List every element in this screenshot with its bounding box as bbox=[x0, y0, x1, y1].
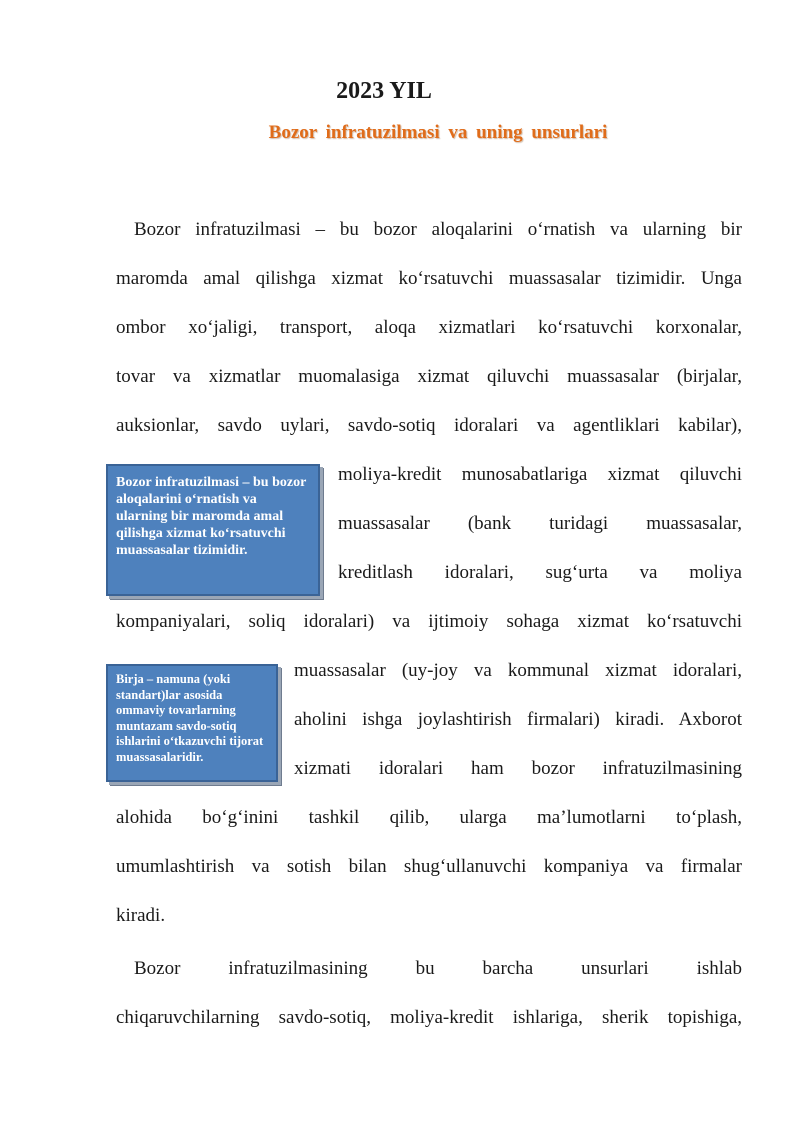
paragraph-1-wrap-b bbox=[294, 646, 742, 793]
text-line: moliya-kredit munosabatlariga xizmat qiluvchi bbox=[338, 464, 742, 485]
text-line: tovar va xizmatlar muomalasiga xizmat qiluvchi muassasalar (birjalar, bbox=[116, 366, 742, 387]
text-line: ombor xo‘jaligi, transport, aloqa xizmatlari ko‘rsatuvchi korxonalar, bbox=[116, 317, 742, 338]
text-line: kompaniyalari, soliq idoralari) va ijtimoiy sohaga xizmat ko‘rsatuvchi bbox=[116, 611, 742, 632]
text-line: alohida bo‘g‘inini tashkil qilib, ularga ma’lumotlarni to‘plash, bbox=[116, 807, 742, 828]
text-line: muassasalar (uy-joy va kommunal xizmat idoralari, bbox=[294, 660, 742, 681]
text-line: aholini ishga joylashtirish firmalari) kiradi. Axborot bbox=[294, 709, 742, 730]
paragraph-1-wrap-a bbox=[338, 450, 742, 597]
text-line: auksionlar, savdo uylari, savdo-sotiq idoralari va agentliklari kabilar), bbox=[116, 415, 742, 436]
text-line: xizmati idoralari ham bozor infratuzilmasining bbox=[294, 758, 742, 779]
paragraph-1-middle bbox=[116, 597, 742, 646]
text-line: maromda amal qilishga xizmat ko‘rsatuvchi muassasalar tizimidir. Unga bbox=[116, 268, 742, 289]
text-line: Bozor infratuzilmasining bu barcha unsurlari ishlab bbox=[134, 958, 742, 979]
text-line: muassasalar (bank turidagi muassasalar, bbox=[338, 513, 742, 534]
paragraph-1-bottom bbox=[116, 793, 742, 940]
text-line: chiqaruvchilarning savdo-sotiq, moliya-kredit ishlariga, sherik topishiga, bbox=[116, 1007, 742, 1028]
section-title: Bozor infratuzilmasi va uning unsurlari bbox=[268, 122, 608, 143]
paragraph-1-top bbox=[116, 205, 742, 450]
page-year-heading: 2023 YIL bbox=[336, 78, 432, 104]
text-line: Bozor infratuzilmasi – bu bozor aloqalarini o‘rnatish va ularning bir bbox=[134, 219, 742, 240]
text-line: umumlashtirish va sotish bilan shug‘ullanuvchi kompaniya va firmalar bbox=[116, 856, 742, 877]
text-line: kiradi. bbox=[116, 905, 166, 926]
definition-sidebar-infrastructure: Bozor infratuzilmasi – bu bozor aloqalarini o‘rnatish va ularning bir maromda amal qilishga xizmat ko‘rsatuvchi muassasalar tizimidir. bbox=[106, 464, 320, 596]
definition-sidebar-exchange: Birja – namuna (yoki standart)lar asosida ommaviy tovarlarning muntazam savdo-sotiq ishlarini o‘tkazuvchi tijorat muassasalaridir. bbox=[106, 664, 278, 782]
text-line: kreditlash idoralari, sug‘urta va moliya bbox=[338, 562, 742, 583]
paragraph-2 bbox=[116, 944, 742, 1042]
